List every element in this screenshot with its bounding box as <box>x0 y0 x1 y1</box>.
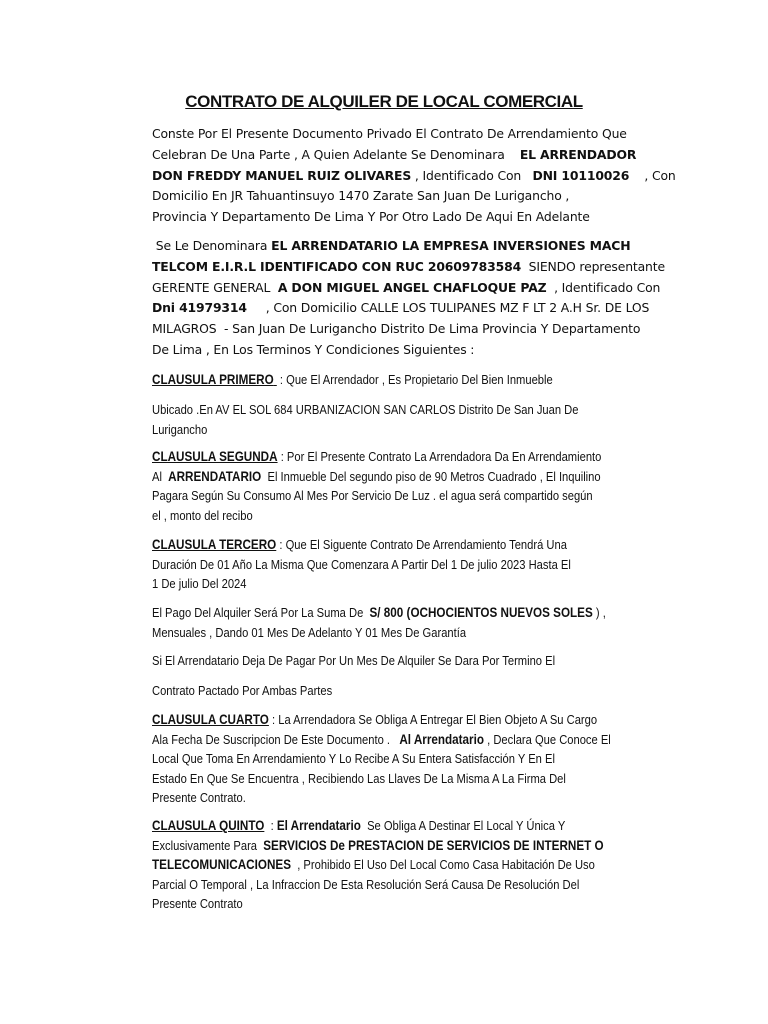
representative-name: A DON MIGUEL ANGEL CHAFLOQUE PAZ <box>277 279 547 295</box>
clausula-tercero-line-2: Duración De 01 Año La Misma Que Comenzara A Partir Del 1 De julio 2023 Hasta El <box>152 556 571 572</box>
arrendatario-term: El Arrendatario <box>276 818 361 833</box>
arrendatario-line-6: De Lima , En Los Terminos Y Condiciones Siguientes : <box>152 341 475 357</box>
clausula-primero-line-1 <box>152 370 595 390</box>
pago-line-1 <box>152 603 606 623</box>
arrendatario-line-2 <box>152 257 667 278</box>
arrendador-name: DON FREDDY MANUEL RUIZ OLIVARES <box>152 167 412 183</box>
clause-text: Ala Fecha De Suscripcion De Este Documento . <box>152 731 391 747</box>
clausula-cuarto-line-5: Presente Contrato. <box>152 790 246 806</box>
pago-line-2: Mensuales , Dando 01 Mes De Adelanto Y 01 Mes De Garantía <box>152 624 467 640</box>
clausula-quinto-line-2 <box>152 836 604 856</box>
para-text: - San Juan De Lurigancho Distrito De Lima Provincia Y Departamento <box>224 321 641 337</box>
clausula-segunda-line-4: el , monto del recibo <box>152 507 253 523</box>
clausula-quinto <box>152 816 667 914</box>
para-text: Se Le Denominara <box>155 238 268 253</box>
clausula-tercero-line-1 <box>152 535 595 555</box>
arrendatario-line-4 <box>152 298 667 319</box>
termino-paragraph-cont <box>152 681 667 701</box>
para-text: , Identificado Con <box>554 279 661 295</box>
clausula-segunda <box>152 447 667 525</box>
clausula-tercero <box>152 535 667 594</box>
clausula-cuarto-line-2 <box>152 730 611 750</box>
termino-line-2: Contrato Pactado Por Ambas Partes <box>152 683 333 698</box>
clausula-tercero-heading: CLAUSULA TERCERO <box>152 537 277 552</box>
arrendatario-paragraph <box>152 236 667 361</box>
rent-amount: S/ 800 (OCHOCIENTOS NUEVOS SOLES <box>369 605 593 620</box>
clausula-cuarto-heading: CLAUSULA CUARTO <box>152 712 269 727</box>
clausula-primero-line-3: Lurigancho <box>152 421 208 437</box>
clausula-tercero-line-3: 1 De julio Del 2024 <box>152 576 247 592</box>
intro-line-1: Conste Por El Presente Documento Privado El Contrato De Arrendamiento Que <box>152 126 627 141</box>
clausula-cuarto <box>152 710 667 808</box>
arrendador-dni: DNI 10110026 <box>532 167 630 183</box>
clause-text: , Prohibido El Uso Del Local Como Casa Habitación De Uso <box>297 857 595 873</box>
representative-dni: Dni 41979314 <box>152 300 247 316</box>
termino-paragraph <box>152 651 667 671</box>
clausula-primero-cont <box>152 400 667 439</box>
address-text: MILAGROS <box>152 321 217 337</box>
clause-text: , Declara Que Conoce El <box>487 731 611 747</box>
clause-text: : <box>270 818 274 833</box>
clause-text: : Por El Presente Contrato La Arrendadora Da En Arrendamiento <box>280 449 602 464</box>
arrendatario-line-1 <box>152 236 667 257</box>
intro-text: , Con <box>644 167 676 183</box>
clausula-segunda-heading: CLAUSULA SEGUNDA <box>152 449 278 464</box>
clausula-quinto-line-1 <box>152 816 595 836</box>
arrendatario-label: EL ARRENDATARIO LA EMPRESA INVERSIONES MACH <box>271 238 631 253</box>
arrendatario-line-3 <box>152 278 667 299</box>
para-text: SIENDO representante <box>528 258 665 274</box>
clause-text: Exclusivamente Para <box>152 837 258 853</box>
intro-line-2 <box>152 145 667 166</box>
pago-paragraph <box>152 603 667 642</box>
service-purpose: TELECOMUNICACIONES <box>152 857 291 873</box>
intro-line-4: Domicilio En JR Tahuantinsuyo 1470 Zarate San Juan De Lurigancho , <box>152 188 570 204</box>
arrendatario-term: Al Arrendatario <box>399 731 485 747</box>
clausula-segunda-line-3: Pagara Según Su Consumo Al Mes Por Servicio De Luz . el agua será compartido según <box>152 488 593 504</box>
intro-paragraph <box>152 124 676 228</box>
clausula-primero <box>152 370 667 390</box>
clause-text: El Inmueble Del segundo piso de 90 Metros Cuadrado , El Inquilino <box>267 468 601 484</box>
clausula-segunda-line-2 <box>152 467 601 487</box>
arrendatario-line-5 <box>152 319 667 340</box>
clausula-quinto-heading: CLAUSULA QUINTO <box>152 818 265 833</box>
clause-text: Al <box>152 468 162 484</box>
clause-text: : Que El Siguente Contrato De Arrendamiento Tendrá Una <box>279 537 567 552</box>
intro-line-5: Provincia Y Departamento De Lima Y Por Otro Lado De Aqui En Adelante <box>152 209 590 225</box>
termino-line-1: Si El Arrendatario Deja De Pagar Por Un Mes De Alquiler Se Dara Por Termino El <box>152 653 556 668</box>
clausula-quinto-line-5: Presente Contrato <box>152 896 243 912</box>
clause-text: : Que El Arrendador , Es Propietario Del Bien Inmueble <box>279 372 553 387</box>
clausula-cuarto-line-3: Local Que Toma En Arrendamiento Y Lo Recibe A Su Entera Satisfacción Y En El <box>152 751 555 767</box>
address-text: CALLE LOS TULIPANES MZ F LT 2 A.H Sr. DE LOS <box>360 300 650 316</box>
clausula-quinto-line-4: Parcial O Temporal , La Infraccion De Esta Resolución Será Causa De Resolución Del <box>152 876 580 892</box>
para-text: GERENTE GENERAL <box>152 279 271 295</box>
clause-text: Se Obliga A Destinar El Local Y Única Y <box>367 818 566 833</box>
company-ruc: TELCOM E.I.R.L IDENTIFICADO CON RUC 20609783584 <box>152 258 522 274</box>
intro-line-3 <box>152 166 676 187</box>
clausula-segunda-line-1 <box>152 447 602 467</box>
clausula-quinto-line-3 <box>152 855 595 875</box>
intro-text: , Identificado Con <box>414 167 522 183</box>
document-title: CONTRATO DE ALQUILER DE LOCAL COMERCIAL <box>185 92 583 111</box>
para-text: , Con Domicilio <box>265 300 357 316</box>
clausula-primero-line-2: Ubicado .En AV EL SOL 684 URBANIZACION SAN CARLOS Distrito De San Juan De <box>152 402 579 417</box>
service-purpose: SERVICIOS De PRESTACION DE SERVICIOS DE INTERNET O <box>263 837 604 853</box>
arrendador-label: EL ARRENDADOR <box>519 146 637 162</box>
clausula-primero-heading: CLAUSULA PRIMERO <box>152 372 274 387</box>
intro-text: Celebran De Una Parte , A Quien Adelante Se Denominara <box>152 146 505 162</box>
clausula-cuarto-line-4: Estado En Que Se Encuentra , Recibiendo Las Llaves De La Misma A La Firma Del <box>152 770 566 786</box>
clause-text: El Pago Del Alquiler Será Por La Suma De <box>152 605 364 620</box>
clause-text: ) , <box>595 605 606 620</box>
clause-text: : La Arrendadora Se Obliga A Entregar El Bien Objeto A Su Cargo <box>272 712 598 727</box>
clausula-cuarto-line-1 <box>152 710 598 730</box>
arrendatario-term: ARRENDATARIO <box>168 468 262 484</box>
